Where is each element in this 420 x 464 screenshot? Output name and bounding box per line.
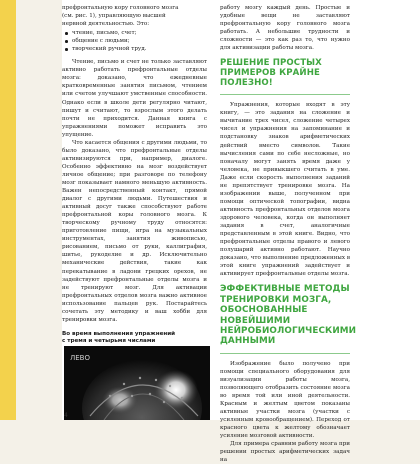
intro-line: (см. рис. 1), управляющую высшей xyxy=(62,13,166,20)
list-item-text: общение с людьми; xyxy=(72,38,130,45)
brain-topography-photo xyxy=(64,346,210,420)
heading-divider xyxy=(220,353,350,354)
sidebar-color-bar xyxy=(0,0,16,420)
body-paragraph: Для примера сравним работу мозга при решении простых арифметических задач на xyxy=(220,441,350,464)
list-item xyxy=(62,37,207,45)
book-page xyxy=(62,0,420,464)
list-item-text: творческий ручной труд. xyxy=(72,46,147,53)
body-paragraph: Изображение было получено при помощи специального оборудования для визуализации работы мозга, позволяющего отобразить состояние мозга во время той или иной деятельности. Красным и желтым цветом показаны активные участки мозга (участки с усиленным кровообращением). Переход от красного цвета к желтому обозначает усиление мозговой активности. xyxy=(220,360,350,440)
heading-divider xyxy=(220,94,350,95)
intro-line: нервной деятельностью. Это: xyxy=(62,21,150,28)
brain-topography-image xyxy=(64,346,210,420)
list-item-text: чтение, письмо, счет; xyxy=(72,30,137,37)
image-caption xyxy=(62,331,212,345)
activity-list xyxy=(62,29,207,53)
body-paragraph: Упражнения, которые входят в эту книгу, — это задания на сложение и вычитание трех чисел, сложение четырех чисел и упражнения на запоминание и подстановку знаков арифметических действий вместо символов. Такие вычисления сами по себе несложные, но поначалу могут занять время даже у человека, не привыкшего считать в уме. Даже если скорость выполнения заданий не препятствует тренировке мозга. На изображении выше, полученном при помощи оптической топографии, видна активность префронтальных отделов мозга здорового человека, когда он выполняет задания в счет, аналогичные представленным в этой книге. Видно, что префронтальные отделы правого и левого полушарий активно работают. Научно доказано, что выполнение предложенных в этой книге упражнений задействует и активирует префронтальные отделы мозга. xyxy=(220,102,350,278)
body-paragraph: Чтение, письмо и счет не только заставляют активно работать префронтальные отделы мозга: доказано, что ежедневные кратковременные занятия письмом, чтением или счетом улучшают умственные способности. Однако если в школе дети регулярно читают, пишут и считают, то взрослым этого делать почти не приходится. Данная книга с упражнениями поможет исправить это упущение. xyxy=(62,59,207,138)
list-item xyxy=(62,45,207,53)
section-heading: РЕШЕНИЕ ПРОСТЫХ ПРИМЕРОВ КРАЙНЕ ПОЛЕЗНО! xyxy=(220,58,322,89)
intro-line: префронтальную кору головного мозга xyxy=(62,5,179,11)
caption-line: с тремя и четырьмя числами xyxy=(62,338,156,344)
bullet-icon xyxy=(65,48,68,51)
page-number: 4 xyxy=(64,412,68,419)
bullet-icon xyxy=(65,40,68,43)
caption-line: Во время выполнения упражнений xyxy=(62,331,176,337)
image-side-label: ЛЕВО xyxy=(70,354,90,362)
section-heading: ЭФФЕКТИВНЫЕ МЕТОДЫ ТРЕНИРОВКИ МОЗГА, ОБОСНОВАННЫЕ НОВЕЙШИМИ НЕЙРОБИОЛОГИЧЕСКИМИ ДАННЫМИ xyxy=(220,284,357,347)
list-item xyxy=(62,29,207,37)
bullet-icon xyxy=(65,32,68,35)
left-column xyxy=(62,4,207,324)
body-paragraph: Что касается общения с другими людьми, то было доказано, что префронтальные отделы активизируются при, например, диалоге. Особенно эффективно на мозг воздействует личное общение; при разговоре по телефону мозг показывает намного меньшую активность. Важен непосредственный контакт, прямой диалог с другими людьми. Путешествия и активный досуг также способствуют работе префронтальной коры головного мозга. К творческому ручному труду относятся: приготовление пищи, игра на музыкальных инструментах, занятия живописью, рисованием, письмо от руки, каллиграфия, шитье, рукоделие и др. Исключительно механические действия, такие как перекатывание в ладони грецких орехов, не задействуют префронтальные отделы мозга и не тренируют мозг. Для активации префронтальных отделов мозга важно активное использование пальцев рук. Постарайтесь сочетать эту методику и ваш хобби для тренировки мозга. xyxy=(62,139,207,323)
right-column xyxy=(220,4,357,464)
body-paragraph: работу мозгу каждый день. Простые и удобные вещи не заставляют префронтальную кору головного мозга работать. А небольшие трудности и сложности — это как раз то, что нужно для активизации работы мозга. xyxy=(220,5,350,52)
